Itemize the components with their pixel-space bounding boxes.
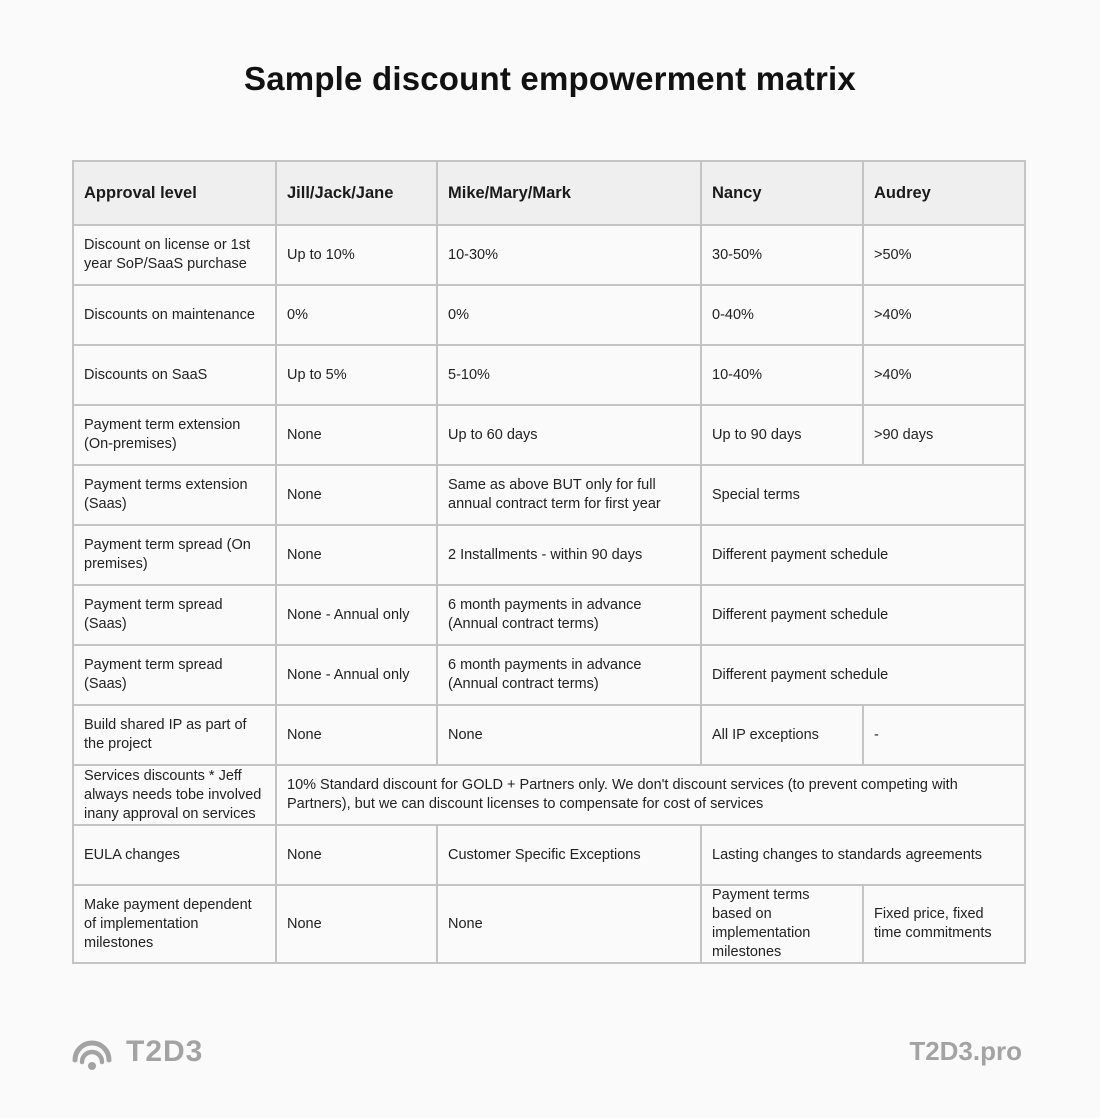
table-cell: Lasting changes to standards agreements <box>701 825 1025 885</box>
table-cell: 0% <box>437 285 701 345</box>
table-cell: None <box>276 525 437 585</box>
table-cell: Up to 5% <box>276 345 437 405</box>
column-header: Nancy <box>701 161 863 225</box>
table-body <box>73 225 1025 963</box>
table-cell: None <box>276 705 437 765</box>
table-cell: None <box>276 465 437 525</box>
table-cell: 0% <box>276 285 437 345</box>
table-cell: Same as above BUT only for full annual contract term for first year <box>437 465 701 525</box>
table-cell: 30-50% <box>701 225 863 285</box>
table-row <box>73 705 1025 765</box>
row-label-cell: Build shared IP as part of the project <box>73 705 276 765</box>
table-cell: - <box>863 705 1025 765</box>
table-cell: Payment terms based on implementation milestones <box>701 885 863 963</box>
row-label-cell: Discount on license or 1st year SoP/SaaS purchase <box>73 225 276 285</box>
row-label-cell: Payment term extension (On-premises) <box>73 405 276 465</box>
table-cell: >40% <box>863 285 1025 345</box>
footer-site-name: T2D3.pro <box>909 1036 1022 1066</box>
column-header: Jill/Jack/Jane <box>276 161 437 225</box>
table-cell: None <box>437 705 701 765</box>
table-cell: Up to 10% <box>276 225 437 285</box>
table-cell: None <box>276 885 437 963</box>
table-row <box>73 645 1025 705</box>
column-header: Approval level <box>73 161 276 225</box>
column-header: Audrey <box>863 161 1025 225</box>
table-cell: Up to 60 days <box>437 405 701 465</box>
table-header-row <box>73 161 1025 225</box>
table-row <box>73 405 1025 465</box>
table-cell: >50% <box>863 225 1025 285</box>
row-label-cell: Discounts on SaaS <box>73 345 276 405</box>
row-label-cell: Services discounts * Jeff always needs tobe involved inany approval on services <box>73 765 276 825</box>
table-cell: Fixed price, fixed time commitments <box>863 885 1025 963</box>
row-label-cell: Payment terms extension (Saas) <box>73 465 276 525</box>
table-cell: None - Annual only <box>276 645 437 705</box>
row-label-cell: Discounts on maintenance <box>73 285 276 345</box>
table-row <box>73 765 1025 825</box>
column-header: Mike/Mary/Mark <box>437 161 701 225</box>
table-cell: None - Annual only <box>276 585 437 645</box>
table-row <box>73 585 1025 645</box>
table-cell: 10-30% <box>437 225 701 285</box>
page-title: Sample discount empowerment matrix <box>244 60 856 97</box>
discount-matrix-table <box>72 160 1026 964</box>
table-cell: 6 month payments in advance (Annual contract terms) <box>437 585 701 645</box>
row-label-cell: Payment term spread (On premises) <box>73 525 276 585</box>
table-cell: >40% <box>863 345 1025 405</box>
table-cell: Different payment schedule <box>701 645 1025 705</box>
table-row <box>73 825 1025 885</box>
table-cell: Special terms <box>701 465 1025 525</box>
table-cell: 10% Standard discount for GOLD + Partners only. We don't discount services (to prevent competing with Partners), but we can discount licenses to compensate for cost of services <box>276 765 1025 825</box>
table-cell: All IP exceptions <box>701 705 863 765</box>
table-cell: 0-40% <box>701 285 863 345</box>
signal-arc-icon <box>72 1032 112 1072</box>
footer-logo <box>72 1032 203 1072</box>
table-cell: 6 month payments in advance (Annual contract terms) <box>437 645 701 705</box>
row-label-cell: Payment term spread (Saas) <box>73 645 276 705</box>
table-cell: Up to 90 days <box>701 405 863 465</box>
row-label-cell: EULA changes <box>73 825 276 885</box>
table-cell: 10-40% <box>701 345 863 405</box>
row-label-cell: Make payment dependent of implementation milestones <box>73 885 276 963</box>
table-row <box>73 465 1025 525</box>
table-cell: >90 days <box>863 405 1025 465</box>
table-row <box>73 345 1025 405</box>
table-cell: Different payment schedule <box>701 585 1025 645</box>
table-cell: None <box>276 825 437 885</box>
table-row <box>73 525 1025 585</box>
table-row <box>73 285 1025 345</box>
table-cell: None <box>437 885 701 963</box>
row-label-cell: Payment term spread (Saas) <box>73 585 276 645</box>
table-row <box>73 885 1025 963</box>
table-row <box>73 225 1025 285</box>
table-cell: None <box>276 405 437 465</box>
table-cell: Different payment schedule <box>701 525 1025 585</box>
table-cell: 2 Installments - within 90 days <box>437 525 701 585</box>
table-cell: 5-10% <box>437 345 701 405</box>
table-cell: Customer Specific Exceptions <box>437 825 701 885</box>
logo-text: T2D3 <box>126 1035 204 1068</box>
